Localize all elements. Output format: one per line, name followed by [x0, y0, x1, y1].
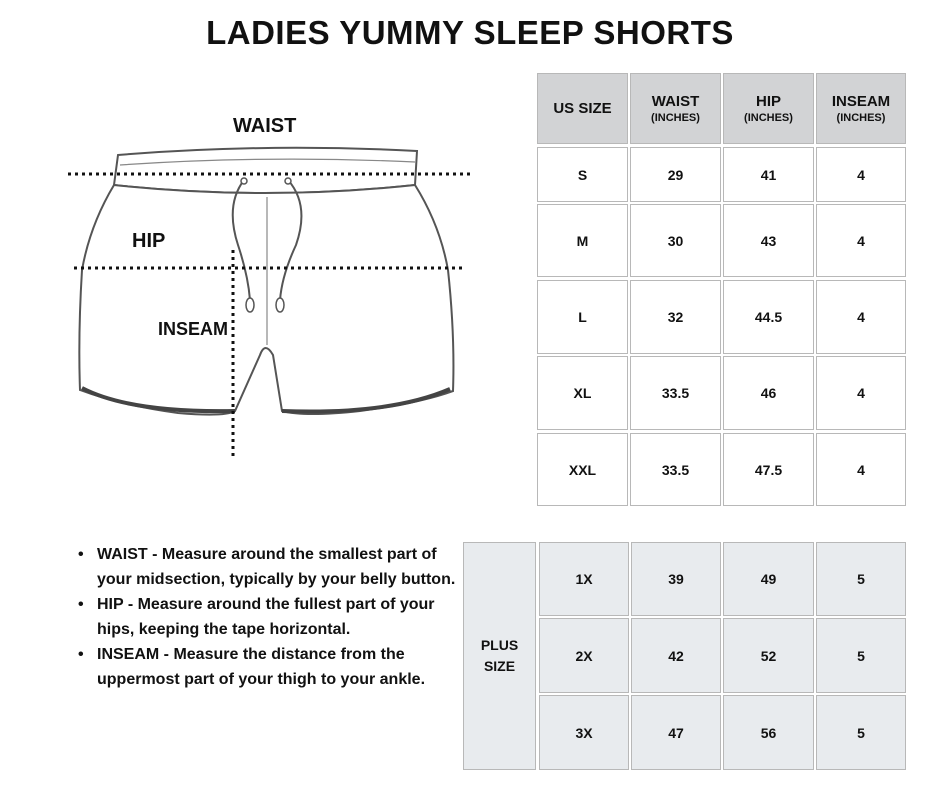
table-cell: XXL	[537, 433, 628, 506]
table-cell: 5	[816, 542, 906, 616]
table-cell: 42	[631, 618, 721, 693]
table-cell: 41	[723, 147, 814, 202]
header-hip: HIP (INCHES)	[723, 73, 814, 144]
table-cell: 5	[816, 618, 906, 693]
table-cell: S	[537, 147, 628, 202]
table-cell: 47.5	[723, 433, 814, 506]
table-cell: 56	[723, 695, 814, 770]
shorts-illustration	[60, 105, 480, 475]
table-cell: 30	[630, 204, 721, 277]
table-cell: 44.5	[723, 280, 814, 354]
list-item: • HIP - Measure around the fullest part of your hips, keeping the tape horizontal.	[78, 596, 435, 638]
table-cell: 46	[723, 356, 814, 430]
table-cell: 5	[816, 695, 906, 770]
shorts-diagram	[60, 105, 480, 475]
table-cell: 4	[816, 204, 906, 277]
table-cell: M	[537, 204, 628, 277]
header-inseam: INSEAM (INCHES)	[816, 73, 906, 144]
table-cell: 33.5	[630, 433, 721, 506]
list-item: • WAIST - Measure around the smallest part of your midsection, typically by your belly button.	[78, 546, 456, 588]
table-cell: 1X	[539, 542, 629, 616]
table-cell: 52	[723, 618, 814, 693]
table-cell: 4	[816, 433, 906, 506]
table-cell: 32	[630, 280, 721, 354]
hip-label: HIP	[132, 230, 166, 252]
header-us-size: US SIZE	[537, 73, 628, 144]
table-cell: 49	[723, 542, 814, 616]
table-cell: 3X	[539, 695, 629, 770]
table-cell: 4	[816, 147, 906, 202]
inseam-label: INSEAM	[158, 319, 229, 339]
table-cell: 43	[723, 204, 814, 277]
measurement-notes	[78, 542, 458, 692]
table-cell: XL	[537, 356, 628, 430]
plus-size-label: PLUS SIZE	[463, 542, 536, 770]
table-cell: 33.5	[630, 356, 721, 430]
table-cell: 39	[631, 542, 721, 616]
list-item: • INSEAM - Measure the distance from the uppermost part of your thigh to your ankle.	[78, 646, 426, 688]
table-cell: 29	[630, 147, 721, 202]
table-cell: 4	[816, 280, 906, 354]
page-title: LADIES YUMMY SLEEP SHORTS	[206, 14, 734, 51]
header-waist: WAIST (INCHES)	[630, 73, 721, 144]
table-cell: 47	[631, 695, 721, 770]
table-cell: 2X	[539, 618, 629, 693]
table-cell: L	[537, 280, 628, 354]
table-cell: 4	[816, 356, 906, 430]
waist-label: WAIST	[233, 115, 297, 137]
